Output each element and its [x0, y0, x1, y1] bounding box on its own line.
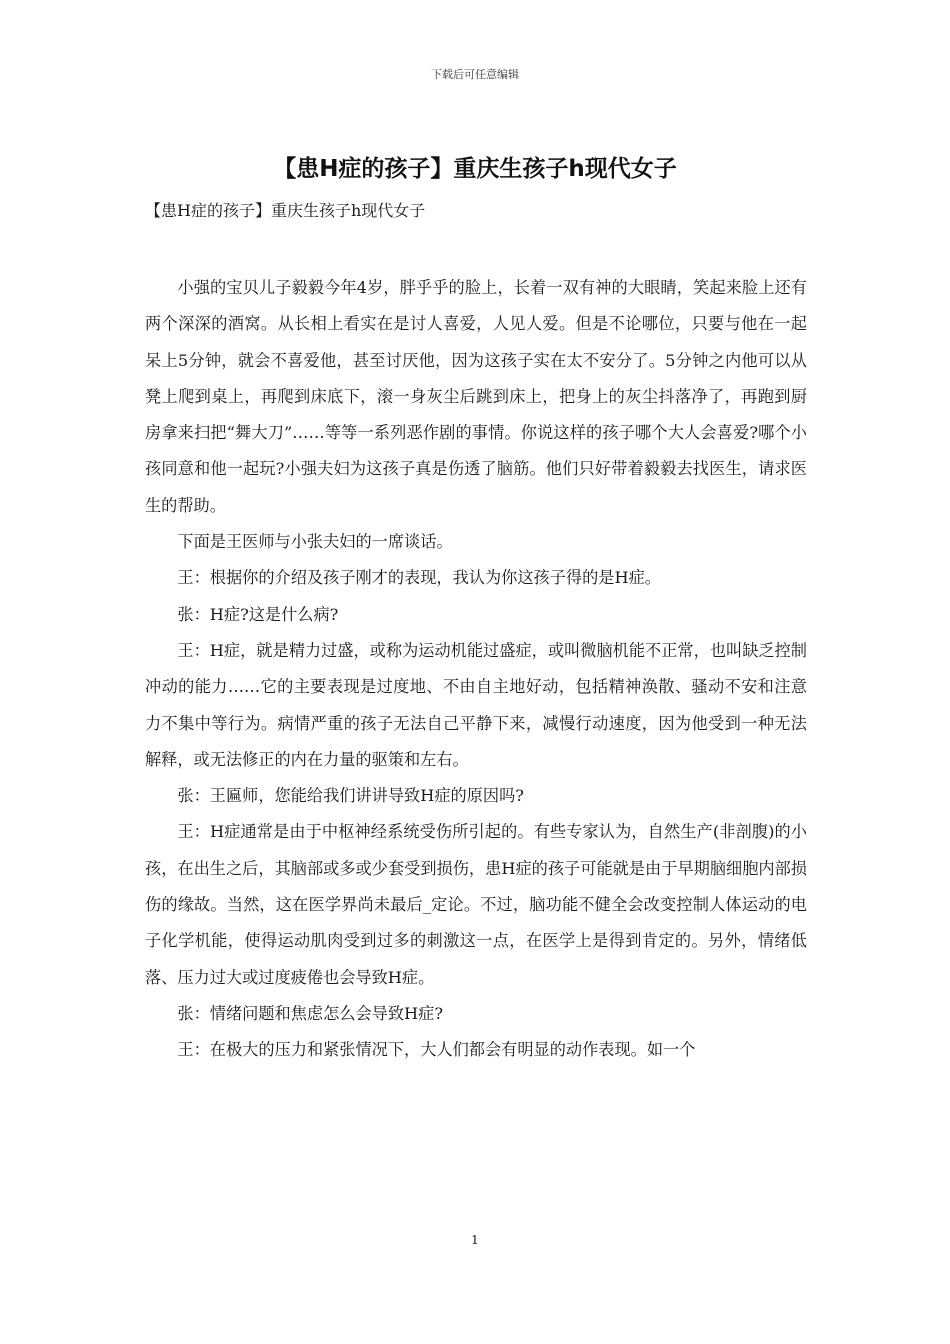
paragraph: 小强的宝贝儿子毅毅今年4岁，胖乎乎的脸上，长着一双有神的大眼睛，笑起来脸上还有两个深深的酒窝。从长相上看实在是讨人喜爱，人见人爱。但是不论哪位，只要与他在一起呆上5分钟，就会不喜爱他，甚至讨厌他，因为这孩子实在太不安分了。5分钟之内他可以从凳上爬到桌上，再爬到床底下，滚一身灰尘后跳到床上，把身上的灰尘抖落净了，再跑到厨房拿来扫把“舞大刀”……等等一系列恶作剧的事情。你说这样的孩子哪个大人会喜爱?哪个小孩同意和他一起玩?小强夫妇为这孩子真是伤透了脑筋。他们只好带着毅毅去找医生，请求医生的帮助。	[145, 278, 807, 515]
paragraph: 王：根据你的介绍及孩子刚才的表现，我认为你这孩子得的是H症。	[177, 568, 661, 588]
paragraph: 下面是王医师与小张夫妇的一席谈话。	[177, 532, 453, 552]
paragraph: 张：情绪问题和焦虑怎么会导致H症?	[177, 1003, 443, 1023]
paragraph: 王：H症通常是由于中枢神经系统受伤所引起的。有些专家认为，自然生产(非剖腹)的小孩，在出生之后，其脑部或多或少套受到损伤，患H症的孩子可能就是由于早期脑细胞内部损伤的缘故。当然，这在医学界尚未最后_定论。不过，脑功能不健全会改变控制人体运动的电子化学机能，使得运动肌肉受到过多的刺激这一点，在医学上是得到肯定的。另外，情绪低落、压力过大或过度疲倦也会导致H症。	[145, 822, 807, 987]
paragraph: 张：H症?这是什么病?	[177, 604, 339, 624]
paragraph: 张：王匾师，您能给我们讲讲导致H症的原因吗?	[177, 786, 524, 806]
page-number: 1	[471, 1233, 479, 1247]
document-title: 【患H症的孩子】重庆生孩子h现代女子	[273, 156, 677, 182]
document-body	[145, 270, 807, 1069]
paragraph: 王：在极大的压力和紧张情况下，大人们都会有明显的动作表现。如一个	[177, 1040, 696, 1060]
document-subtitle: 【患H症的孩子】重庆生孩子h现代女子	[145, 201, 426, 220]
header-note: 下载后可任意编辑	[431, 68, 519, 81]
paragraph: 王：H症，就是精力过盛，或称为运动机能过盛症，或叫微脑机能不正常，也叫缺乏控制冲动的能力……它的主要表现是过度地、不由自主地好动，包括精神涣散、骚动不安和注意力不集中等行为。病情严重的孩子无法自己平静下来，减慢行动速度，因为他受到一种无法解释，或无法修正的内在力量的驱策和左右。	[145, 640, 807, 769]
